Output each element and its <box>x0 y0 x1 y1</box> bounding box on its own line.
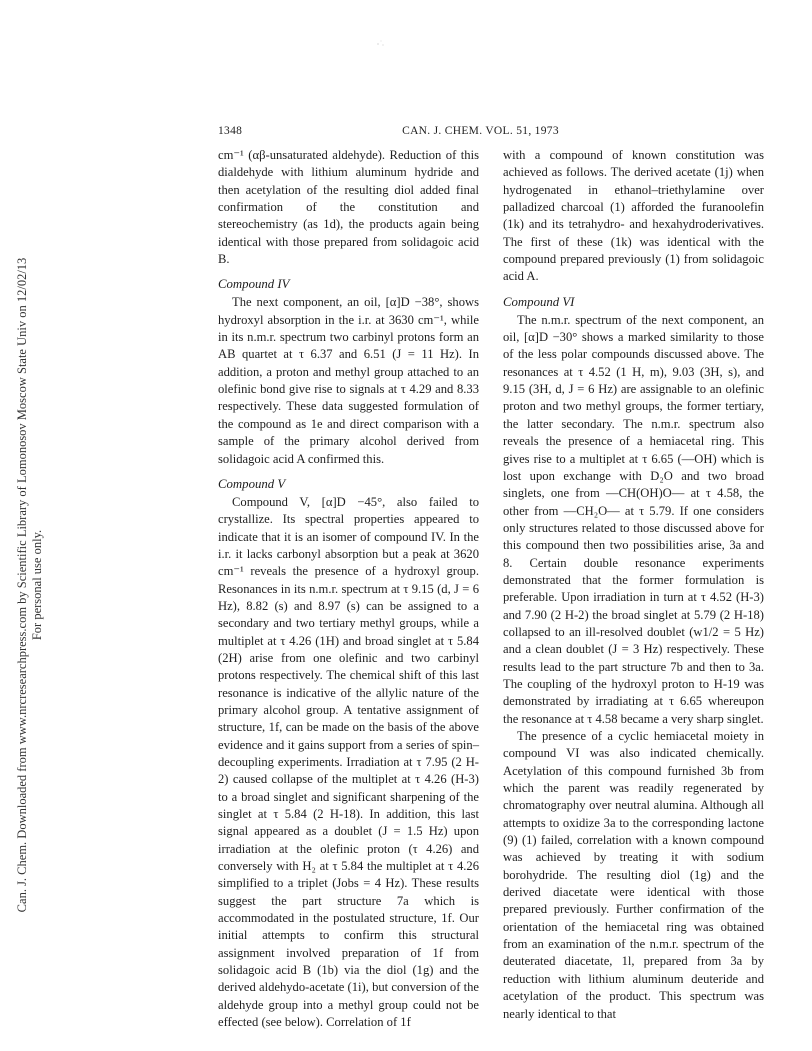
download-notice-line-1: Can. J. Chem. Downloaded from www.nrcresearchpress.com by Scientific Library of Lomonosov Moscow State Univ on 12/02/13 <box>15 257 29 913</box>
paragraph: Compound V, [α]D −45°, also failed to crystallize. Its spectral properties appeared to indicate that it is an isomer of compound IV. In the i.r. it lacks carbonyl absorption but a peak at 3620 cm⁻¹ reveals the presence of a hydroxyl group. Resonances in its n.m.r. spectrum at τ 9.15 (d, J = 6 Hz), 8.82 (s) and 8.97 (s) can be assigned to a secondary and two tertiary methyl groups, while a multiplet at τ 4.26 (1H) and broad singlet at τ 5.84 (2H) arise from one olefinic and two carbinyl protons respectively. The chemical shift of this last resonance is indicative of the allylic nature of the primary alcohol group. A tentative assignment of structure, 1f, can be made on the basis of the above evidence and it gains support from a series of spin–decoupling experiments. Irradiation at τ 7.95 (2 H-2) caused collapse of the multiplet at τ 4.26 (H-3) to a broad singlet and significant sharpening of the singlet at τ 5.84 (2 H-18). In addition, this last signal appeared as a doublet (J = 1.5 Hz) upon irradiation at the olefinic proton (τ 4.26) and conversely with H₂ at τ 5.84 the multiplet at τ 4.26 simplified to a triplet (Jobs = 4 Hz). These results suggest the part structure 7a which is accommodated in the postulated structure, 1f. Our initial attempts to confirm this structural assignment involved preparation of 1f from solidagoic acid B (1b) via the diol (1g) and the derived aldehydo-acetate (1i), but conversion of the aldehyde group into a methyl group could not be effected (see below). Correlation of 1f <box>218 494 479 1030</box>
paragraph: The n.m.r. spectrum of the next component, an oil, [α]D −30° shows a marked similarity to those of the less polar compounds discussed above. The resonances at τ 4.52 (1 H, m), 9.03 (3H, s), and 9.15 (3H, d, J = 6 Hz) are assignable to an olefinic proton and two methyl groups, the former tertiary, the latter secondary. The n.m.r. spectrum also reveals the presence of a hemiacetal ring. This gives rise to a multiplet at τ 6.65 (—OH) which is lost upon exchange with D₂O and two broad singlets, one from —CH(OH)O— at τ 4.58, the other from —CH₂O— at τ 5.79. If one considers only structures related to those discussed above for this compound then two possibilities arise, 3a and 8. Certain double resonance experiments demonstrated that the former formulation is preferable. Upon irradiation in turn at τ 4.52 (H-3) and 7.90 (2 H-2) the broad singlet at 5.79 (2 H-18) collapsed to an ill-resolved doublet (w1/2 = 5 Hz) and a clean doublet (J = 3 Hz) respectively. These results lead to the part structure 7b and then to 3a. The coupling of the hydroxyl proton to H-19 was demonstrated by irradiating at τ 6.65 whereupon the resonance at τ 4.58 became a very sharp singlet. <box>503 312 764 726</box>
left-column <box>218 147 479 1032</box>
scan-speck-mark <box>376 38 386 48</box>
section-heading-compound-iv: Compound IV <box>218 277 290 292</box>
page-header <box>218 125 743 141</box>
section-heading-compound-vi: Compound VI <box>503 294 575 309</box>
paragraph: The next component, an oil, [α]D −38°, shows hydroxyl absorption in the i.r. at 3630 cm⁻¹, while in its n.m.r. spectrum two carbinyl protons form an AB quartet at τ 6.37 and 6.51 (J = 11 Hz). In addition, a proton and methyl group attached to an olefinic bond give rise to signals at τ 4.29 and 8.33 respectively. These data suggested formulation of the compound as 1e and direct comparison with a sample of the primary alcohol derived from solidagoic acid A confirmed this. <box>218 295 479 466</box>
download-notice-line-2: For personal use only. <box>30 529 44 641</box>
section-heading-compound-v: Compound V <box>218 476 286 491</box>
right-column <box>503 147 764 1023</box>
download-notice-text <box>15 258 45 913</box>
paragraph: cm⁻¹ (αβ-unsaturated aldehyde). Reduction of this dialdehyde with lithium aluminum hydride and then acetylation of the resulting diol added final confirmation of the constitution and stereochemistry (as 1d), the products again being identical with those prepared from solidagoic acid B. <box>218 148 479 267</box>
paragraph: with a compound of known constitution was achieved as follows. The derived acetate (1j) when hydrogenated in ethanol–triethylamine over palladized charcoal (1) afforded the furanoolefin (1k) and its tetrahydro- and hexahydroderivatives. The first of these (1k) was identical with the compound prepared previously (1) from solidagoic acid A. <box>503 148 764 284</box>
download-notice <box>0 0 60 1051</box>
running-head: CAN. J. CHEM. VOL. 51, 1973 <box>402 125 559 137</box>
paragraph: The presence of a cyclic hemiacetal moiety in compound VI was also indicated chemically. Acetylation of this compound furnished 3b from which the parent was readily regenerated by chromatography over neutral alumina. Although all attempts to oxidize 3a to the corresponding lactone (9) (1) failed, correlation with a known compound was achieved by treating it with sodium borohydride. The resulting diol (1g) and the derived diacetate were identical with those prepared previously. Further confirmation of the orientation of the hemiacetal ring was obtained from an examination of the n.m.r. spectrum of the deuterated diacetate, 1l, prepared from 3a by reduction with lithium aluminum deuteride and acetylation of the product. This spectrum was nearly identical to that <box>503 729 764 1021</box>
page-number: 1348 <box>218 125 243 137</box>
